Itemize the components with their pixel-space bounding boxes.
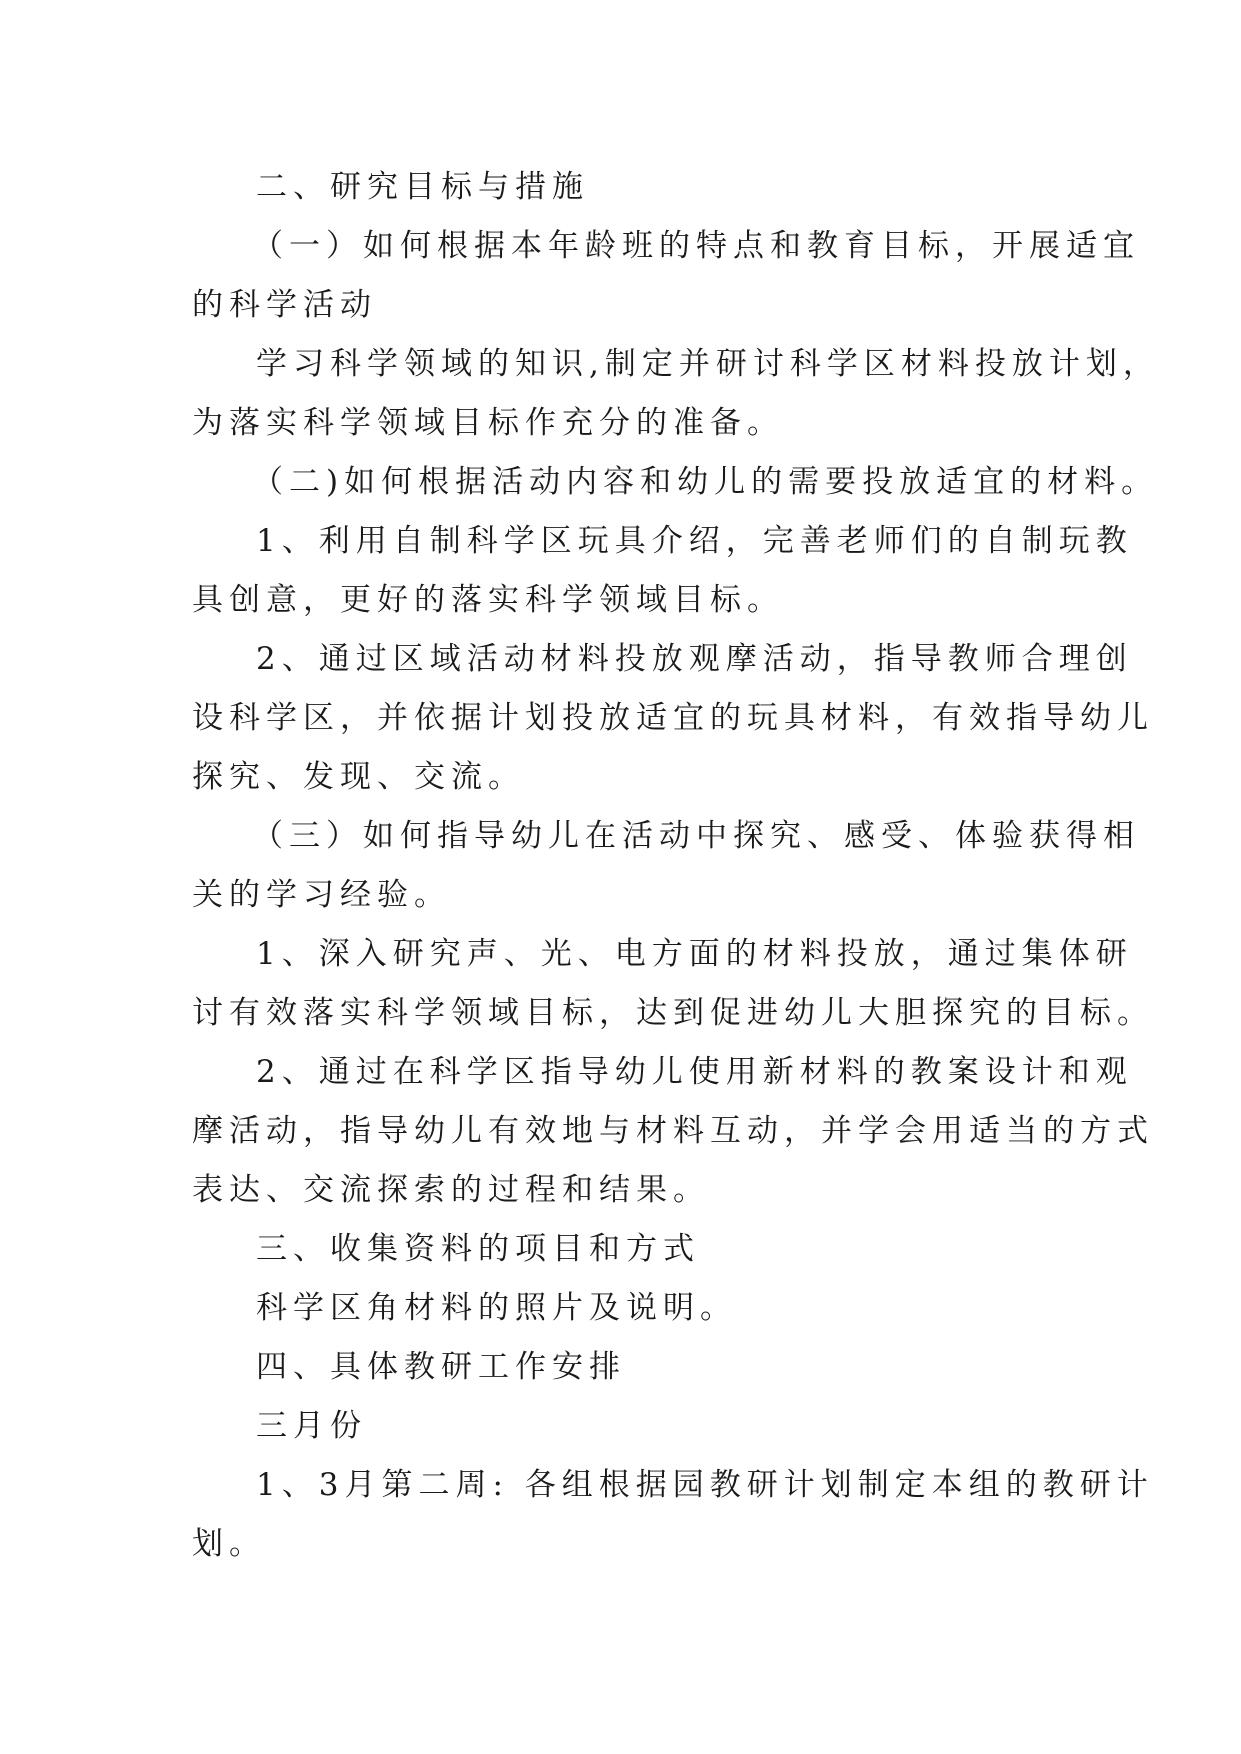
- list-item-line: 1、3月第二周: 各组根据园教研计划制定本组的教研计: [256, 1467, 1154, 1503]
- month-heading: 三月份: [256, 1408, 367, 1444]
- paragraph-line: 科学区角材料的照片及说明。: [256, 1290, 737, 1326]
- subsection-heading-3: （三）如何指导幼儿在活动中探究、感受、体验获得相: [252, 818, 1140, 854]
- list-item-line: 摩活动，指导幼儿有效地与材料互动，并学会用适当的方式: [192, 1113, 1154, 1149]
- section-heading-4: 四、具体教研工作安排: [256, 1349, 626, 1385]
- list-item-line: 划。: [192, 1526, 266, 1562]
- list-item-line: 设科学区，并依据计划投放适宜的玩具材料，有效指导幼儿: [192, 700, 1154, 736]
- document-body: [192, 158, 1160, 1574]
- list-item-line: 探究、发现、交流。: [192, 759, 525, 795]
- subsection-heading-3-cont: 关的学习经验。: [192, 877, 451, 913]
- list-item-line: 讨有效落实科学领域目标，达到促进幼儿大胆探究的目标。: [192, 995, 1154, 1031]
- paragraph-line: 为落实科学领域目标作充分的准备。: [192, 405, 784, 441]
- list-item-line: 2、通过区域活动材料投放观摩活动，指导教师合理创: [256, 641, 1133, 677]
- subsection-heading-1-cont: 的科学活动: [192, 287, 377, 323]
- list-item-line: 表达、交流探索的过程和结果。: [192, 1172, 710, 1208]
- list-item-line: 1、利用自制科学区玩具介绍，完善老师们的自制玩教: [256, 523, 1133, 559]
- subsection-heading-2: （二)如何根据活动内容和幼儿的需要投放适宜的材料。: [252, 464, 1159, 500]
- list-item-line: 2、通过在科学区指导幼儿使用新材料的教案设计和观: [256, 1054, 1133, 1090]
- section-heading-3: 三、收集资料的项目和方式: [256, 1231, 700, 1267]
- subsection-heading-1: （一）如何根据本年龄班的特点和教育目标，开展适宜: [252, 228, 1140, 264]
- list-item-line: 具创意，更好的落实科学领域目标。: [192, 582, 784, 618]
- paragraph-line: 学习科学领域的知识,制定并研讨科学区材料投放计划，: [256, 346, 1160, 382]
- section-heading-2: 二、研究目标与措施: [256, 169, 589, 205]
- list-item-line: 1、深入研究声、光、电方面的材料投放，通过集体研: [256, 936, 1133, 972]
